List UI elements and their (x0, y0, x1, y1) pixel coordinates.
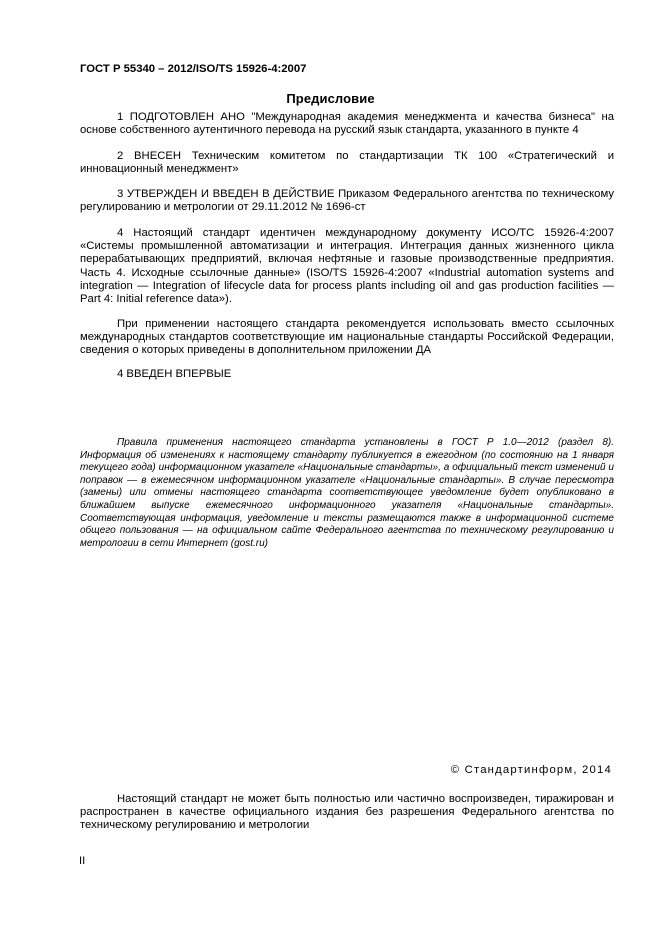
rules-note: Правила применения настоящего стандарта установлены в ГОСТ Р 1.0—2012 (раздел 8). Информация об изменениях к настоящему стандарту публикуется в ежегодном (по состоянию на 1 января текущего года) информационном указателе «Национальные стандарты», а официальный текст изменений и поправок — в ежемесячном информационном указателе «Национальные стандарты». В случае пересмотра (замены) или отмены настоящего стандарта соответствующее уведомление будет опубликовано в ближайшем выпуске ежемесячного информационного указателя «Национальные стандарты». Соответствующая информация, уведомление и тексты размещаются также в информационной системе общего пользования — на официальном сайте Федерального агентства по техническому регулированию и метрологии в сети Интернет (gost.ru) (80, 437, 614, 549)
paragraph-approved: 3 УТВЕРЖДЕН И ВВЕДЕН В ДЕЙСТВИЕ Приказом Федерального агентства по техническому регулированию и метрологии от 29.11.2012 № 1696-ст (80, 188, 614, 214)
paragraph-identity: 4 Настоящий стандарт идентичен международному документу ИСО/ТС 15926-4:2007 «Системы промышленной автоматизации и интеграция. Интеграция данных жизненного цикла перерабатывающих предприятий, включая нефтяные и газовые производственные предприятия. Часть 4. Исходные ссылочные данные» (ISO/TS 15926-4:2007 «Industrial automation systems and integration — Integration of lifecycle data for process plants including oil and gas production facilities — Part 4: Initial reference data»). (80, 227, 614, 306)
paragraph-introduced-by: 2 ВНЕСЕН Техническим комитетом по стандартизации ТК 100 «Стратегический и инновационный менеджмент» (80, 150, 614, 176)
paragraph-first-introduced: 4 ВВЕДЕН ВПЕРВЫЕ (117, 368, 232, 380)
paragraph-application: При применении настоящего стандарта рекомендуется использовать вместо ссылочных международных стандартов соответствующие им национальные стандарты Российской Федерации, сведения о которых приведены в дополнительном приложении ДА (80, 318, 614, 357)
reproduction-notice: Настоящий стандарт не может быть полностью или частично воспроизведен, тиражирован и распространен в качестве официального издания без разрешения Федерального агентства по техническому регулированию и метрологии (80, 793, 614, 832)
page-number: II (79, 855, 86, 867)
paragraph-prepared-by: 1 ПОДГОТОВЛЕН АНО "Международная академия менеджмента и качества бизнеса" на основе собственного аутентичного перевода на русский язык стандарта, указанного в пункте 4 (80, 111, 614, 137)
page-title: Предисловие (286, 91, 375, 106)
document-header: ГОСТ Р 55340 – 2012/ISO/TS 15926-4:2007 (80, 63, 307, 75)
copyright: © Стандартинформ, 2014 (450, 764, 612, 776)
